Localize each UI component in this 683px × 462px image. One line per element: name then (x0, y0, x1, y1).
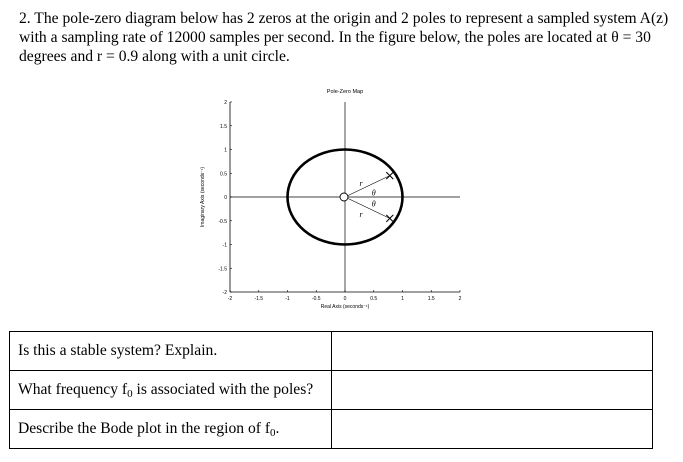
pole-zero-plot (190, 80, 480, 320)
radius-line (345, 176, 390, 197)
question-text: . (275, 419, 280, 437)
question-cell: Is this a stable system? Explain. (10, 332, 332, 371)
x-tick-label: 1 (401, 296, 404, 302)
x-tick-label: 0 (343, 296, 347, 302)
x-tick-label: -1.5 (254, 296, 264, 302)
x-axis-label: Real Axis (seconds⁻¹) (320, 304, 370, 310)
question-text: What frequency f (18, 380, 128, 398)
question-cell (10, 410, 332, 449)
y-tick-label: 1.5 (220, 123, 227, 130)
y-tick-label: -1 (222, 242, 227, 249)
answer-cell[interactable] (332, 371, 653, 410)
y-tick-label: 0 (224, 195, 227, 201)
radius-line (345, 197, 390, 218)
table-row (10, 410, 653, 449)
x-tick-label: 1.5 (427, 296, 435, 302)
x-tick-label: 0.5 (370, 296, 378, 302)
x-tick-label: -2 (227, 296, 233, 302)
question-text: Describe the Bode plot in the region of f (18, 419, 271, 437)
pole-zero-svg (190, 80, 480, 320)
question-cell (10, 371, 332, 410)
y-tick-label: 0.5 (220, 171, 227, 178)
x-tick-label: 2 (458, 296, 462, 302)
answer-cell[interactable] (332, 332, 653, 371)
zero-marker (340, 193, 348, 201)
annotation-label: θ (371, 199, 376, 209)
y-tick-label: -0.5 (218, 218, 227, 225)
subscript: 0 (270, 426, 276, 439)
subscript: 0 (127, 387, 133, 400)
y-tick-label: 2 (224, 100, 227, 106)
problem-statement: 2. The pole-zero diagram below has 2 zeros at the origin and 2 poles to represent a sampled system A(z) with a sampling rate of 12000 samples per second. In the figure below, the poles are located at θ = 30 degrees and r = 0.9 along with a unit circle. (19, 10, 669, 65)
annotation-label: θ (371, 188, 376, 198)
annotation-label: r (359, 178, 363, 188)
x-tick-label: -0.5 (311, 296, 321, 302)
question-text: is associated with the poles? (132, 380, 314, 398)
chart-title: Pole-Zero Map (326, 89, 364, 95)
y-axis-label: Imaginary Axis (seconds⁻¹) (200, 166, 206, 228)
table-row (10, 332, 653, 371)
y-tick-label: -1.5 (218, 266, 227, 273)
x-tick-label: -1 (285, 296, 290, 302)
annotation-label: r (359, 210, 363, 220)
table-row (10, 371, 653, 410)
answer-cell[interactable] (332, 410, 653, 449)
question-table (9, 331, 653, 449)
y-tick-label: -2 (222, 290, 227, 296)
y-tick-label: 1 (224, 147, 227, 154)
